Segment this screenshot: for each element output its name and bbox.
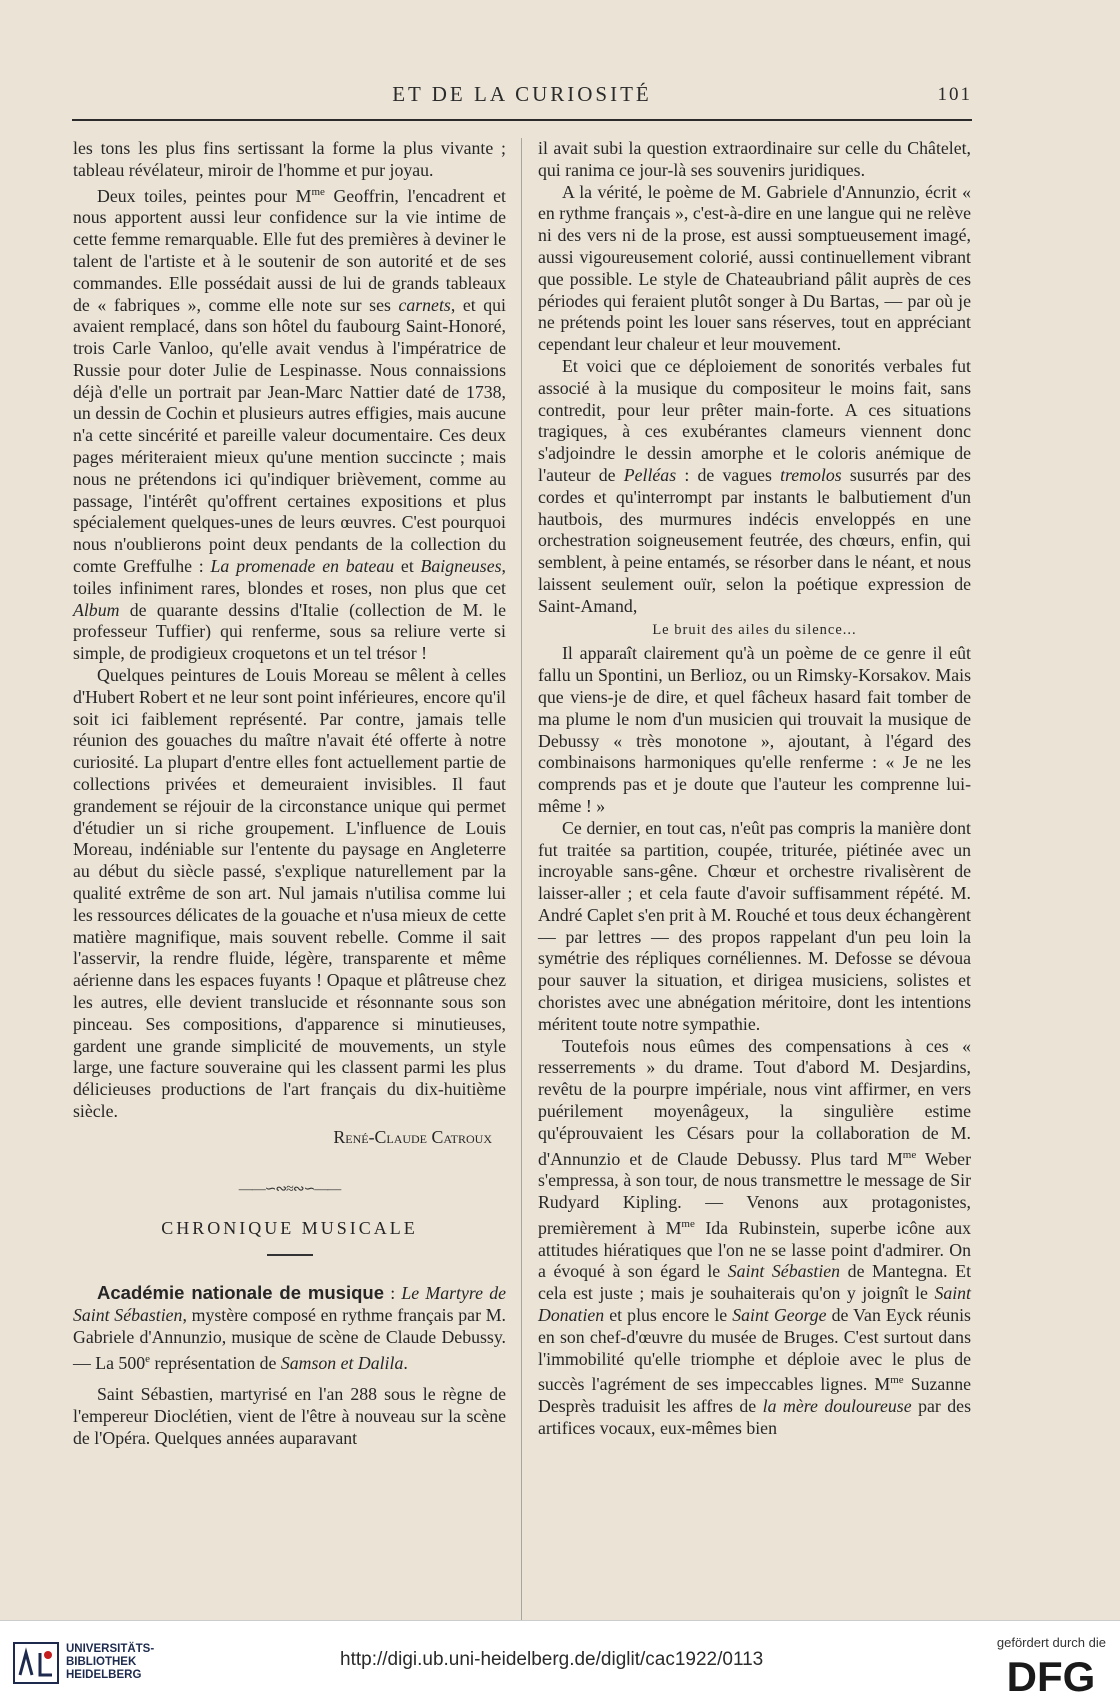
left-column [73, 138, 506, 1450]
section-title: CHRONIQUE MUSICALE [161, 1218, 418, 1239]
paragraph: Quelques peintures de Louis Moreau se mêlent à celles d'Hubert Robert et ne leur sont point inférieures, encore qu'il soit ici faiblement représenté. Par contre, jamais telle réunion des gouaches du maître n'avait été offerte à notre curiosité. La plupart d'entre elles font actuellement partie de collections privées et demeuraient invisibles. Il faut grandement se réjouir de la circonstance unique qui permet d'étudier un si riche groupement. L'influence de Louis Moreau, indéniable sur l'entente du paysage en Angleterre au début du siècle passé, s'explique naturellement par la qualité extrême de son art. Nul jamais n'utilisa comme lui les ressources délicates de la gouache et n'usa mieux de cette matière magnifique, mais souvent rebelle. Comme il sait l'asservir, la rendre fluide, légère, transparente et même aérienne dans les espaces fuyants ! Opaque et plâtreuse chez les autres, elle devient translucide et résonnante sous son pinceau. Ses compositions, d'apparence si minutieuses, gardent une grande simplicité de mouvements, un style large, une facture souveraine qui les classent parmi les plus délicieuses productions de l'art français du dix-huitième siècle. [73, 665, 506, 1121]
header-rule [72, 119, 972, 121]
university-seal-icon [12, 1641, 60, 1685]
right-column [538, 138, 971, 1440]
page-header [72, 82, 972, 112]
paragraph: Toutefois nous eûmes des compensations à ces « resserrements » du drame. Tout d'abord M. Desjardins, revêtu de la pourpre impériale, nous vint affirmer, en vers puérilement moyenâgeux, la singulière estime qu'éprouvaient les Césars pour la collaboration de M. d'Annunzio et de Claude Debussy. Plus tard $M^{me}$ Weber s'empressa, à son tour, de nous transmettre le message de Sir Rudyard Kipling. — Venons aux protagonistes, premièrement à $M^{me}$ Ida Rubinstein, superbe icône aux attitudes hiératiques que l'on ne se lasse point d'admirer. On a évoqué à son égard le Saint Sébastien de Mantegna. Et cela est juste ; mais je souhaiterais qu'on y joignît le Saint Donatien et plus encore le Saint George de Van Eyck réunis en son chef-d'œuvre du musée de Bruges. C'est surtout dans l'immobilité qu'elle triomphe et déploie avec le plus de succès l'agrément de ses impeccables lignes. $M^{me}$ Suzanne Desprès traduisit les affres de la mère douloureuse par des artifices vocaux, eux-mêmes bien [538, 1035, 972, 1438]
paragraph: Saint Sébastien, martyrisé en l'an 288 sous le règne de l'empereur Dioclétien, vient de l'être à nouveau sur la scène de l'Opéra. Quelques années auparavant [73, 1384, 506, 1448]
paragraph: il avait subi la question extraordinaire sur celle du Châtelet, qui ranima ce jour-là ses souvenirs juridiques. [538, 138, 971, 180]
running-title: ET DE LA CURIOSITÉ [392, 82, 652, 106]
paragraph: A la vérité, le poème de M. Gabriele d'Annunzio, écrit « en rythme français », c'est-à-dire en une langue qui ne relève ni des vers ni de la prose, est aussi somptueusement imagé, aussi vigoureusement colorié, aussi continuellement vibrant que possible. Le style de Chateaubriand pâlit auprès de ces périodes qui feraient plutôt songer à Du Bartas, — par où je ne prétends point les louer sans réserves, tout en appréciant cependant leur chaleur et leur mouvement. [538, 181, 971, 355]
section-rule [267, 1254, 313, 1256]
ornament-divider: ——∽∾≈∾∽—— [238, 1181, 341, 1197]
column-divider [521, 138, 522, 1620]
paragraph: Et voici que ce déploiement de sonorités verbales fut associé à la musique du compositeur le moins fait, sans contredit, pour leur prêter main-forte. A ces situations tragiques, à ces exubérantes clameurs viennent donc s'adjoindre le dessin amorphe et le coloris anémique de l'auteur de Pelléas : de vagues tremolos susurrés par des cordes et qu'interrompt par instants le balbutiement d'un hautbois, des murmures indécis enveloppés en une orchestration soigneusement feutrée, des chœurs, enfin, qui semblent, à peine entamés, se résorber dans le néant, et nous laissent seulement ouïr, selon la poétique expression de Saint-Amand, [538, 355, 971, 616]
digitization-footer [0, 1620, 1120, 1703]
author-signature: René-Claude Catroux [333, 1126, 492, 1147]
paragraph: Ce dernier, en tout cas, n'eût pas compris la manière dont fut traitée sa partition, coupée, triturée, piétinée avec un incroyable sans-gêne. Chœur et orchestre rivalisèrent de laisser-aller ; et cela faute d'avoir suffisamment répété. M. André Caplet s'en prit à M. Rouché et tous deux échangèrent — par lettres — des propos rappelant d'un peu loin la symétrie des répliques cornéliennes. M. Defosse se dévoua pour sauver la situation, et dirigea musiciens, solistes et choristes avec une abnégation méritoire, dont les intentions méritent toute notre sympathie. [538, 817, 971, 1034]
university-name: UNIVERSITÄTS- BIBLIOTHEK HEIDELBERG [66, 1643, 155, 1681]
paragraph: les tons les plus fins sertissant la forme la plus vivante ; tableau révélateur, miroir de l'homme et pur joyau. [73, 138, 506, 180]
paragraph: Il apparaît clairement qu'à un poème de ce genre il eût fallu un Spontini, un Berlioz, ou un Rimsky-Korsakov. Mais que viens-je de dire, et quel fâcheux hasard fait tomber de ma plume le nom d'un musicien qui trouvait la musique de Debussy « très monotone », ajoutant, à l'égard des combinaisons harmoniques qu'elle renferme : « Je ne les comprends pas et je doute que l'auteur les comprenne lui-même ! » [538, 643, 971, 816]
article-lead: Académie nationale de musique : Le Martyre de Saint Sébastien, mystère composé en rythme français par M. Gabriele d'Annunzio, musique de scène de Claude Debussy. — La 500e représentation de Samson et Dalila. [73, 1282, 506, 1373]
paragraph: Deux toiles, peintes pour $M^{me}$ Geoffrin, l'encadrent et nous apportent aussi leur confidence sur la vie intime de cette femme remarquable. Elle fut des premières à deviner le talent de l'artiste et à le soutenir de son autorité et de ses commandes. Elle possédait aussi de lui de grands tableaux de « fabriques », comme elle note sur ses carnets, et qui avaient remplacé, dans son hôtel du faubourg Saint-Honoré, trois Carle Vanloo, qu'elle avait vendus à l'impératrice de Russie pour doter Julie de Lespinasse. Nous connaissions déjà d'elle un portrait par Jean-Marc Nattier daté de 1738, un dessin de Cochin et plusieurs autres effigies, mais aucune n'a cette sincérité et pareille valeur documentaire. Ces deux pages mériteraient mieux qu'une mention succincte ; mais nous ne prétendons ici qu'indiquer brièvement, comme au passage, l'intérêt qu'offrent certaines expositions et plus spécialement quelques-unes de leurs œuvres. C'est pourquoi nous n'oublierons point deux pendants de la collection du comte Greffulhe : La promenade en bateau et Baigneuses, toiles infiniment rares, blondes et roses, non plus que cet Album de quarante dessins d'Italie (collection de M. le professeur Tuffier) qui renferme, sous sa reliure verte si simple, de prodigieux croquetons et un tel trésor ! [73, 185, 506, 664]
funding-note: gefördert durch die [996, 1635, 1106, 1650]
verse-quote: Le bruit des ailes du silence... [652, 621, 857, 638]
permalink[interactable]: http://digi.ub.uni-heidelberg.de/diglit/cac1922/0113 [340, 1649, 764, 1670]
svg-text:DFG: DFG [1006, 1653, 1096, 1697]
dfg-logo-icon [996, 1653, 1106, 1697]
page-number: 101 [937, 84, 972, 105]
